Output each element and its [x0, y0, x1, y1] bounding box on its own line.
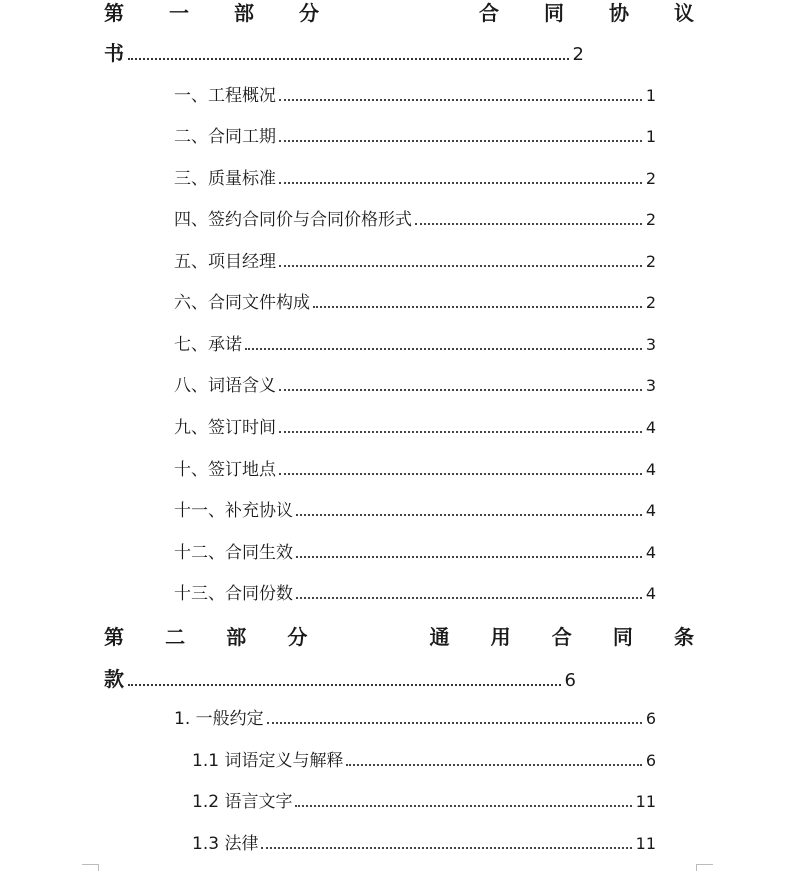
toc-entry[interactable] — [174, 417, 656, 439]
leader-dots — [279, 139, 642, 142]
toc-entry[interactable] — [174, 251, 656, 273]
toc-entry[interactable] — [192, 750, 656, 772]
part2-heading-char: 用 — [490, 625, 511, 649]
leader-dots — [128, 57, 569, 60]
part1-heading — [104, 0, 694, 26]
toc-entry-page: 1 — [645, 127, 656, 146]
toc-entry-page: 3 — [645, 335, 656, 354]
part1-heading-char: 部 — [234, 1, 254, 25]
leader-dots — [261, 846, 631, 849]
page-number: 2 — [572, 44, 584, 65]
toc-entry-label: 1.3 法律 — [192, 834, 259, 854]
part2-heading-char: 二 — [165, 625, 186, 649]
part2-heading-char: 同 — [612, 625, 633, 649]
toc-entry[interactable] — [174, 542, 656, 564]
toc-entry[interactable] — [174, 708, 656, 730]
toc-entry-page: 3 — [645, 376, 656, 395]
part1-heading-char: 第 — [104, 1, 124, 25]
part1-heading-char: 分 — [299, 1, 319, 25]
toc-entry[interactable] — [174, 292, 656, 314]
part2-heading-char: 部 — [226, 625, 247, 649]
leader-dots — [295, 804, 631, 807]
leader-dots — [128, 683, 561, 686]
leader-dots — [245, 347, 642, 350]
toc-entry[interactable] — [174, 209, 656, 231]
toc-entry-page: 2 — [645, 210, 656, 229]
toc-entry-page: 4 — [645, 460, 656, 479]
toc-entry-page: 11 — [635, 834, 656, 853]
toc-entry-label: 十一、补充协议 — [174, 501, 293, 521]
toc-entry[interactable] — [174, 85, 656, 107]
toc-entry-label: 十、签订地点 — [174, 460, 276, 480]
page-number: 6 — [564, 670, 576, 691]
part2-heading-char: 分 — [287, 625, 308, 649]
leader-dots — [346, 763, 641, 766]
toc-entry[interactable] — [192, 791, 656, 813]
toc-entry-label: 三、质量标准 — [174, 169, 276, 189]
toc-entry[interactable] — [192, 833, 656, 855]
toc-entry-label: 六、合同文件构成 — [174, 293, 310, 313]
toc-entry-page: 4 — [645, 501, 656, 520]
leader-dots — [279, 388, 642, 391]
part1-heading-char: 同 — [544, 1, 564, 25]
leader-dots — [279, 98, 642, 101]
part2-heading-char: 合 — [551, 625, 572, 649]
toc-entry-label: 1. 一般约定 — [174, 709, 264, 729]
toc-entry-page: 2 — [645, 252, 656, 271]
toc-entry-label: 十二、合同生效 — [174, 543, 293, 563]
leader-dots — [415, 222, 642, 225]
part1-heading-char: 合 — [479, 1, 499, 25]
toc-entry-page: 2 — [645, 293, 656, 312]
toc-entry[interactable] — [174, 126, 656, 148]
toc-entry-label: 1.1 词语定义与解释 — [192, 751, 344, 771]
toc-entry[interactable] — [174, 459, 656, 481]
leader-dots — [279, 472, 642, 475]
toc-entry-page: 6 — [645, 751, 656, 770]
part2-heading — [104, 624, 694, 650]
leader-dots — [267, 721, 642, 724]
toc-entry-page: 6 — [645, 709, 656, 728]
toc-entry-page: 11 — [635, 792, 656, 811]
toc-entry[interactable] — [174, 375, 656, 397]
leader-dots — [296, 513, 642, 516]
part1-heading-char: 协 — [609, 1, 629, 25]
toc-entry-label: 九、签订时间 — [174, 418, 276, 438]
toc-entry-page: 4 — [645, 584, 656, 603]
toc-entry[interactable] — [174, 583, 656, 605]
toc-entry-label: 八、词语含义 — [174, 376, 276, 396]
page-corner-mark — [82, 864, 99, 871]
leader-dots — [296, 596, 642, 599]
page-corner-mark — [696, 864, 713, 871]
toc-entry-label: 四、签约合同价与合同价格形式 — [174, 210, 412, 230]
toc-entry-page: 4 — [645, 418, 656, 437]
part1-heading-continuation[interactable] — [104, 40, 584, 68]
toc-entry-label: 二、合同工期 — [174, 127, 276, 147]
toc-entry[interactable] — [174, 168, 656, 190]
toc-entry-page: 4 — [645, 543, 656, 562]
toc-entry-label: 五、项目经理 — [174, 252, 276, 272]
part2-continuation-text: 款 — [104, 667, 124, 691]
toc-entry-page: 2 — [645, 169, 656, 188]
toc-entry-label: 一、工程概况 — [174, 86, 276, 106]
leader-dots — [313, 305, 642, 308]
toc-entry-label: 十三、合同份数 — [174, 584, 293, 604]
toc-entry-label: 七、承诺 — [174, 335, 242, 355]
part2-heading-char: 条 — [673, 625, 694, 649]
part1-continuation-text: 书 — [104, 41, 124, 65]
part1-heading-char: 一 — [169, 1, 189, 25]
leader-dots — [279, 430, 642, 433]
leader-dots — [279, 181, 642, 184]
part1-heading-char: 议 — [674, 1, 694, 25]
toc-entry-label: 1.2 语言文字 — [192, 792, 293, 812]
toc-entry[interactable] — [174, 334, 656, 356]
leader-dots — [279, 264, 642, 267]
toc-entry[interactable] — [174, 500, 656, 522]
part2-heading-char: 通 — [429, 625, 450, 649]
part2-heading-continuation[interactable] — [104, 666, 576, 694]
toc-entry-page: 1 — [645, 86, 656, 105]
part2-heading-char: 第 — [104, 625, 124, 649]
leader-dots — [296, 555, 642, 558]
